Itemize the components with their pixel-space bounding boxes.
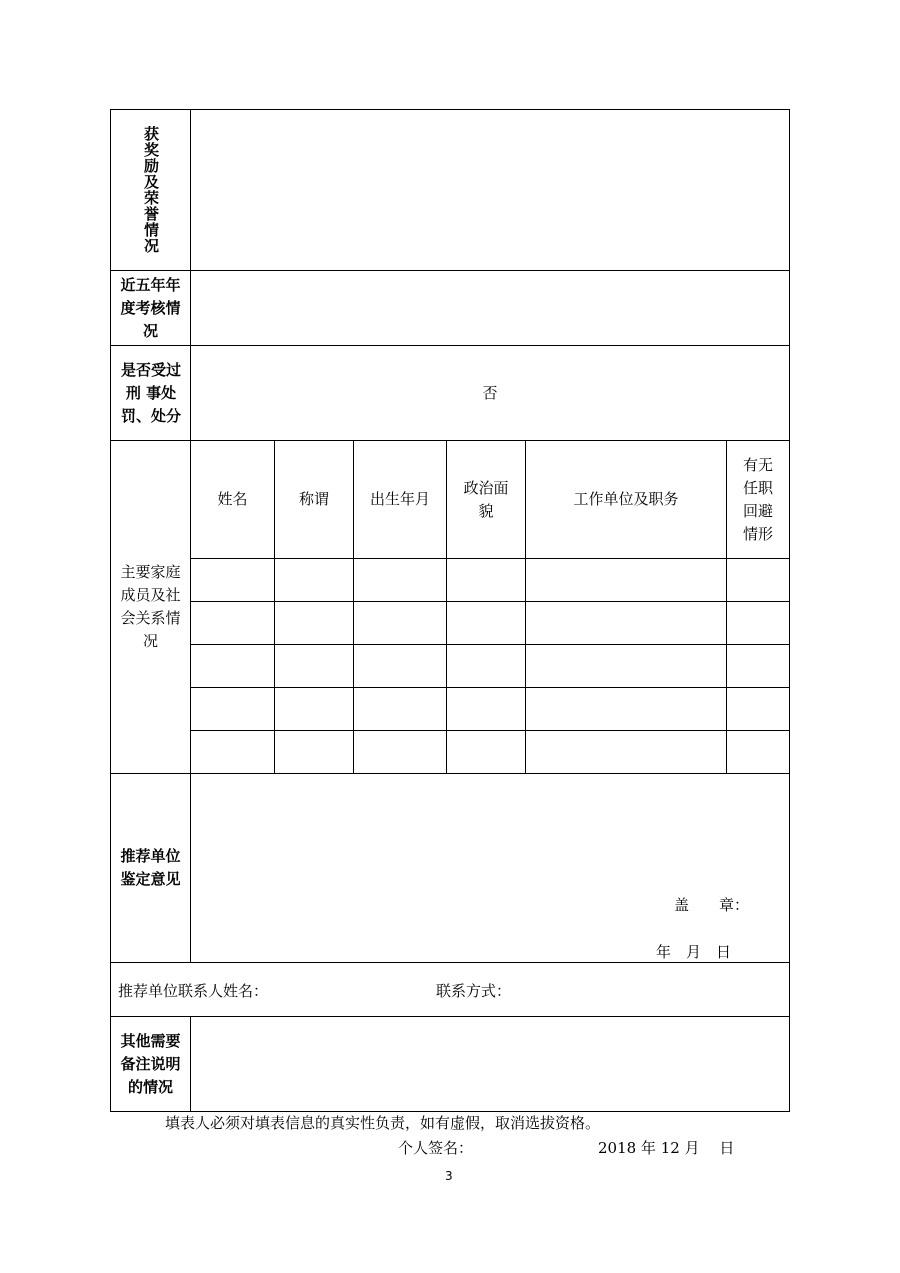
- other-value-cell[interactable]: [191, 1017, 789, 1111]
- family-header-political: [458, 441, 514, 558]
- family-cell[interactable]: [526, 688, 726, 730]
- recommend-date-label: 年 月 日: [656, 943, 732, 961]
- other-label: 其他需要备注说明的情况: [120, 1031, 181, 1096]
- family-cell[interactable]: [354, 602, 446, 644]
- family-cell[interactable]: [191, 602, 274, 644]
- family-cell[interactable]: [354, 731, 446, 773]
- row-divider: [110, 962, 790, 963]
- awards-label-cell: [111, 110, 190, 270]
- header-text: 工作单位及职务: [573, 490, 679, 508]
- contact-person-label: 推荐单位联系人姓名：: [118, 982, 269, 1000]
- header-text: 政治面貌: [463, 478, 509, 520]
- family-label: 主要家庭成员及社会关系情况: [120, 563, 181, 650]
- family-cell[interactable]: [447, 645, 525, 687]
- appraisal-label: 近五年年度考核情况: [120, 275, 181, 340]
- recommend-value-cell[interactable]: [191, 774, 789, 962]
- family-cell[interactable]: [526, 645, 726, 687]
- family-cell[interactable]: [275, 688, 353, 730]
- family-cell[interactable]: [727, 559, 789, 601]
- recommend-label: 推荐单位鉴定意见: [120, 847, 181, 888]
- awards-value-cell[interactable]: [191, 110, 789, 270]
- family-cell[interactable]: [191, 688, 274, 730]
- header-text: 称谓: [298, 490, 329, 508]
- family-cell[interactable]: [275, 559, 353, 601]
- family-cell[interactable]: [526, 731, 726, 773]
- awards-label: 获奖励及荣誉情况: [142, 126, 160, 254]
- penalty-value: 否: [482, 383, 498, 402]
- family-header-name: [191, 441, 274, 558]
- family-header-birth: [354, 441, 446, 558]
- seal-label: 盖 章：: [674, 896, 750, 914]
- family-cell[interactable]: [191, 559, 274, 601]
- page-number: 3: [445, 1169, 453, 1183]
- penalty-label-cell: [114, 346, 188, 440]
- appraisal-value-cell[interactable]: [191, 271, 789, 345]
- table-bottom-border: [110, 1111, 790, 1112]
- family-cell[interactable]: [727, 731, 789, 773]
- contact-method-label: 联系方式：: [436, 982, 512, 1000]
- signature-date: 2018 年 12 月 日: [598, 1139, 735, 1157]
- family-cell[interactable]: [727, 602, 789, 644]
- signature-label: 个人签名：: [398, 1139, 474, 1157]
- family-cell[interactable]: [526, 559, 726, 601]
- family-cell[interactable]: [275, 645, 353, 687]
- header-text: 姓名: [217, 490, 248, 508]
- family-cell[interactable]: [191, 645, 274, 687]
- family-header-work: [526, 441, 726, 558]
- declaration-text: 填表人必须对填表信息的真实性负责，如有虚假，取消选拔资格。: [165, 1114, 601, 1132]
- family-cell[interactable]: [354, 688, 446, 730]
- family-label-cell: [120, 441, 181, 773]
- family-cell[interactable]: [447, 731, 525, 773]
- family-cell[interactable]: [727, 688, 789, 730]
- family-header-avoidance: [739, 441, 777, 558]
- family-header-relation: [275, 441, 353, 558]
- family-cell[interactable]: [354, 559, 446, 601]
- penalty-value-cell[interactable]: [191, 346, 789, 440]
- family-cell[interactable]: [275, 602, 353, 644]
- appraisal-label-cell: [120, 271, 181, 345]
- family-cell[interactable]: [354, 645, 446, 687]
- header-text: 出生年月: [369, 490, 430, 508]
- penalty-label: 是否受过刑 事处罚、处分: [120, 360, 181, 425]
- other-label-cell: [120, 1017, 181, 1111]
- family-cell[interactable]: [191, 731, 274, 773]
- family-cell[interactable]: [727, 645, 789, 687]
- recommend-label-cell: [120, 774, 181, 962]
- family-cell[interactable]: [447, 602, 525, 644]
- family-cell[interactable]: [447, 559, 525, 601]
- header-text: 有无任职回避情形: [742, 455, 773, 543]
- family-cell[interactable]: [447, 688, 525, 730]
- family-cell[interactable]: [526, 602, 726, 644]
- family-cell[interactable]: [275, 731, 353, 773]
